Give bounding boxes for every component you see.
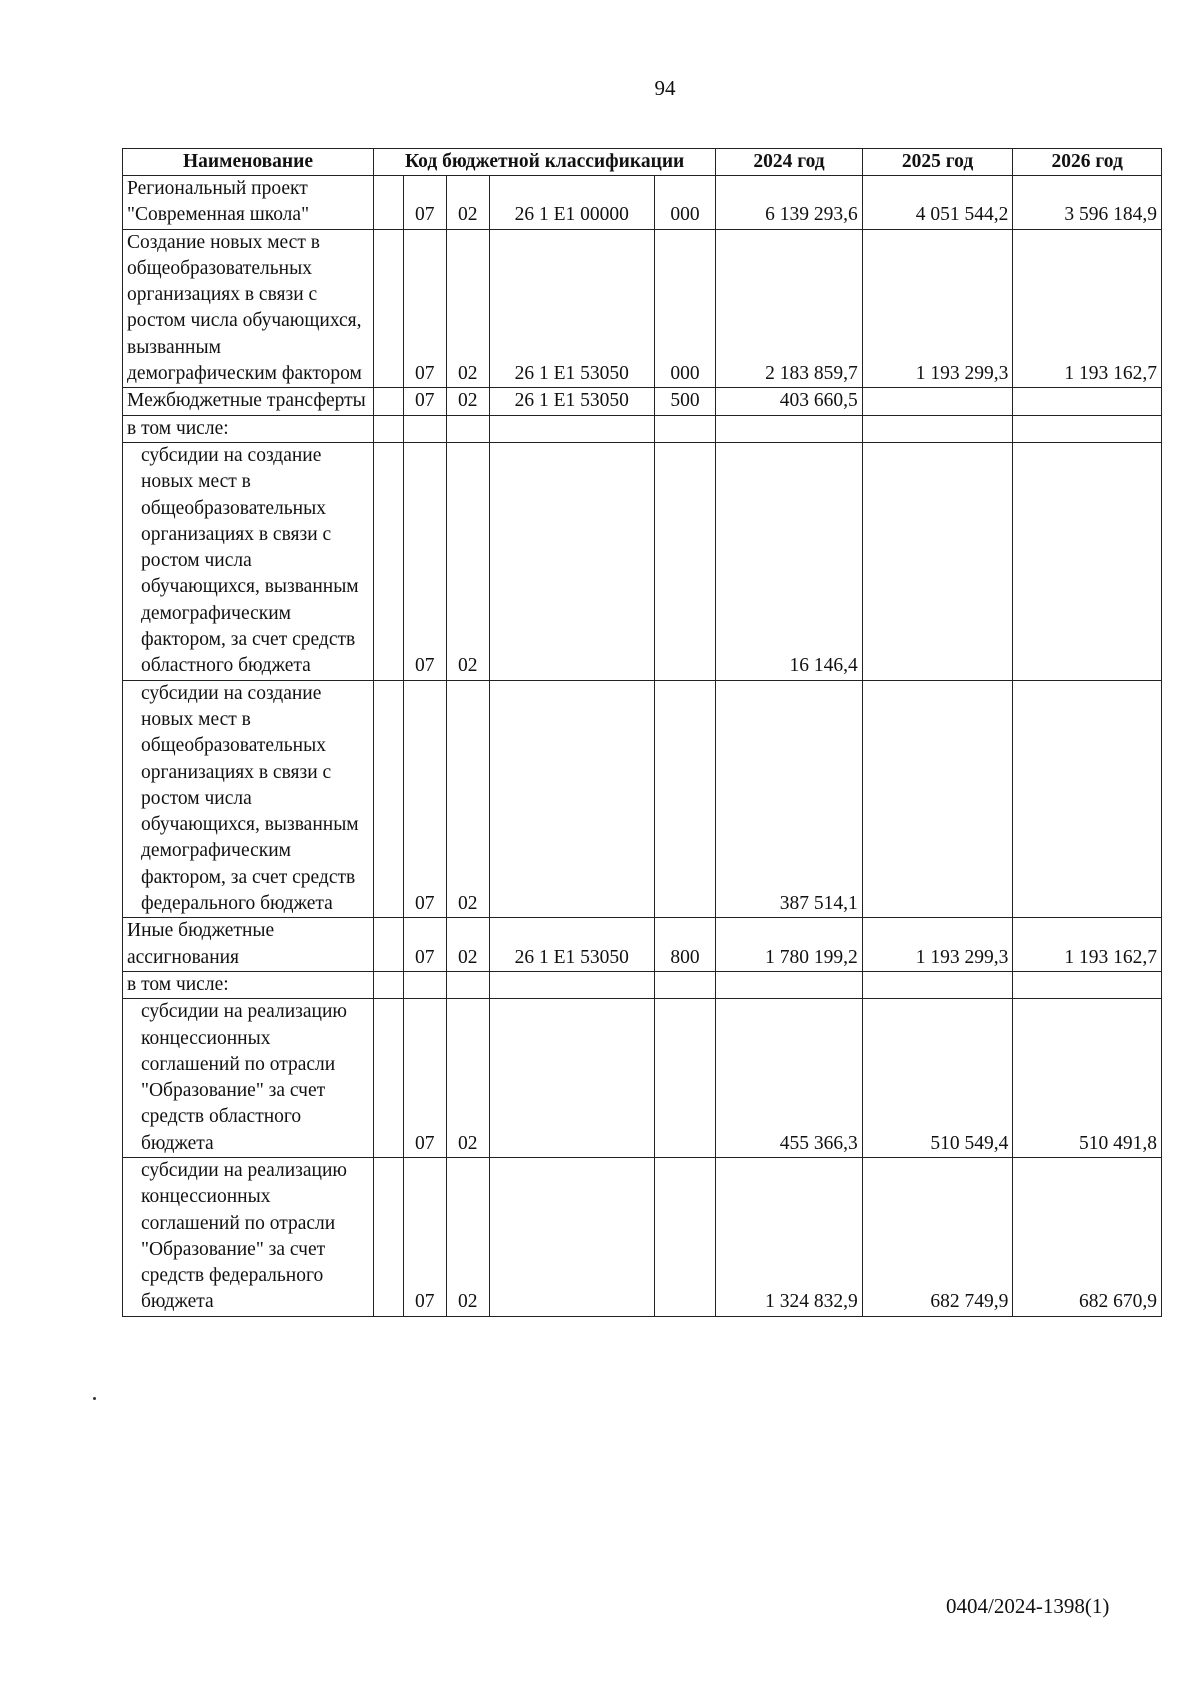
code-expense-type [654,680,716,918]
code-target: 26 1 E1 53050 [489,388,654,415]
code-expense-type [654,971,716,998]
table-row [123,680,1162,918]
budget-table [122,148,1162,1317]
header-2026: 2026 год [1013,149,1162,176]
code-section [374,918,404,972]
row-name: Региональный проект "Современная школа" [123,176,374,230]
row-name: в том числе: [123,415,374,442]
amount-2026 [1013,442,1162,680]
header-2024: 2024 год [716,149,863,176]
code-subsection [446,415,489,442]
row-name: Межбюджетные трансферты [123,388,374,415]
code-section [374,442,404,680]
row-name: Иные бюджетные ассигнования [123,918,374,972]
row-name-text: субсидии на создание новых мест в общеобразовательных организациях в связи с ростом числа обучающихся, вызванным демографическим фактором, за счет средств областного бюджета [141,444,359,677]
amount-2025: 1 193 299,3 [862,918,1013,972]
code-target: 26 1 E1 53050 [489,229,654,388]
code-section [374,388,404,415]
amount-2025 [862,388,1013,415]
amount-2025: 510 549,4 [862,999,1013,1158]
amount-2025 [862,680,1013,918]
header-code: Код бюджетной классификации [374,149,716,176]
amount-2026 [1013,415,1162,442]
table-row [123,442,1162,680]
code-subsection: 02 [446,176,489,230]
amount-2024: 1 324 832,9 [716,1157,863,1316]
table-row [123,971,1162,998]
amount-2026: 510 491,8 [1013,999,1162,1158]
amount-2024 [716,415,863,442]
code-chapter: 07 [403,176,446,230]
code-target: 26 1 E1 53050 [489,918,654,972]
amount-2026: 1 193 162,7 [1013,918,1162,972]
code-subsection: 02 [446,918,489,972]
amount-2025: 4 051 544,2 [862,176,1013,230]
code-subsection: 02 [446,1157,489,1316]
code-target [489,1157,654,1316]
header-name: Наименование [123,149,374,176]
code-expense-type [654,1157,716,1316]
row-name [123,999,374,1158]
code-chapter: 07 [403,999,446,1158]
amount-2026 [1013,971,1162,998]
table-row [123,415,1162,442]
amount-2024 [716,971,863,998]
code-chapter: 07 [403,680,446,918]
code-chapter: 07 [403,388,446,415]
code-expense-type: 800 [654,918,716,972]
page-number: 94 [654,76,676,100]
code-target: 26 1 E1 00000 [489,176,654,230]
code-subsection: 02 [446,388,489,415]
table-row [123,176,1162,230]
amount-2024: 16 146,4 [716,442,863,680]
row-name [123,680,374,918]
code-expense-type [654,999,716,1158]
code-subsection: 02 [446,680,489,918]
code-chapter: 07 [403,442,446,680]
code-target [489,415,654,442]
code-chapter: 07 [403,918,446,972]
code-subsection: 02 [446,442,489,680]
code-target [489,680,654,918]
amount-2026 [1013,388,1162,415]
code-chapter [403,971,446,998]
row-name [123,442,374,680]
code-target [489,442,654,680]
code-chapter: 07 [403,229,446,388]
amount-2026: 3 596 184,9 [1013,176,1162,230]
footer-code: 0404/2024-1398(1) [946,1594,1110,1618]
code-expense-type [654,415,716,442]
amount-2024: 2 183 859,7 [716,229,863,388]
table-row [123,229,1162,388]
table-row [123,918,1162,972]
amount-2026: 1 193 162,7 [1013,229,1162,388]
code-section [374,1157,404,1316]
amount-2024: 387 514,1 [716,680,863,918]
amount-2024: 6 139 293,6 [716,176,863,230]
table-row [123,1157,1162,1316]
code-subsection: 02 [446,999,489,1158]
amount-2025: 1 193 299,3 [862,229,1013,388]
amount-2026: 682 670,9 [1013,1157,1162,1316]
code-subsection [446,971,489,998]
amount-2024: 403 660,5 [716,388,863,415]
row-name: в том числе: [123,971,374,998]
amount-2024: 1 780 199,2 [716,918,863,972]
header-row [123,149,1162,176]
table-row [123,388,1162,415]
table-row [123,999,1162,1158]
row-name-text: субсидии на создание новых мест в общеобразовательных организациях в связи с ростом числа обучающихся, вызванным демографическим фактором, за счет средств федерального бюджета [141,682,359,915]
scan-dot [93,1397,96,1400]
row-name-text: субсидии на реализацию концессионных соглашений по отрасли "Образование" за счет средств областного бюджета [141,1001,347,1154]
code-section [374,971,404,998]
code-section [374,415,404,442]
amount-2025 [862,971,1013,998]
row-name-text: субсидии на реализацию концессионных соглашений по отрасли "Образование" за счет средств федерального бюджета [141,1159,347,1313]
code-section [374,176,404,230]
amount-2026 [1013,680,1162,918]
code-expense-type: 500 [654,388,716,415]
code-target [489,971,654,998]
amount-2025 [862,442,1013,680]
amount-2024: 455 366,3 [716,999,863,1158]
code-subsection: 02 [446,229,489,388]
row-name: Создание новых мест в общеобразовательных организациях в связи с ростом числа обучающихся, вызванным демографическим фактором [123,229,374,388]
amount-2025: 682 749,9 [862,1157,1013,1316]
code-expense-type: 000 [654,176,716,230]
code-target [489,999,654,1158]
code-chapter: 07 [403,1157,446,1316]
code-chapter [403,415,446,442]
code-section [374,680,404,918]
amount-2025 [862,415,1013,442]
code-section [374,229,404,388]
code-expense-type [654,442,716,680]
row-name [123,1157,374,1316]
code-section [374,999,404,1158]
code-expense-type: 000 [654,229,716,388]
header-2025: 2025 год [862,149,1013,176]
